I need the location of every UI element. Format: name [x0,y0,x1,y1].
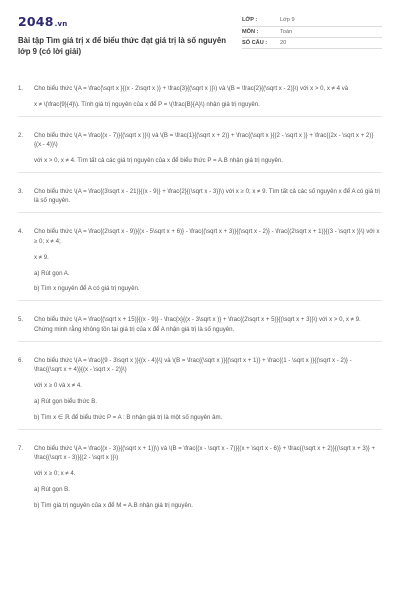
question-item [18,315,382,334]
question-divider [18,300,382,301]
question-item [18,131,382,166]
question-item [18,227,382,294]
question-divider [18,212,382,213]
question-text: Cho biểu thức \(A = \frac{(\sqrt x + 15)}{(x - 9)} - \frac{x}{(x - 3\sqrt x )} + \frac{(2\sqrt x + 5)}{(\sqrt x + 3)}\) với x > 0, x ≠ 9. Chứng minh rằng không tồn tại giá trị của x để A nhận giá trị là số nguyên. [34,316,361,333]
question-text: Cho biểu thức \(A = \frac{(3\sqrt x - 21)}{(x - 9)} + \frac{2}{(\sqrt x - 3)}\) với x ≥ 0; x ≠ 9. Tìm tất cả các số nguyên x để A có giá trị là số nguyên. [34,188,380,205]
question-text: x ≠ 9. [34,253,49,261]
meta-value: 20 [280,37,382,48]
question-number: 5. [18,316,24,324]
question-text: với x > 0, x ≠ 4. Tìm tất cả các giá trị nguyên của x để biểu thức P = A.B nhận giá trị nguyên. [34,157,283,165]
question-divider [18,429,382,430]
question-part-a: a) Rút gọn B. [34,485,70,493]
question-text: x ≠ \(\frac{9}{4}\). Tính giá trị nguyên của x để P = \(\frac{B}{A}\) nhận giá trị nguyên. [34,100,260,108]
question-number: 4. [18,228,24,236]
question-item [18,444,382,511]
question-divider [18,116,382,117]
logo-main-text: 2048 [18,14,54,29]
question-body [34,356,380,423]
brand-block [18,14,233,57]
question-part-b: b) Tìm giá trị nguyên của x để M = A.B nhận giá trị nguyên. [34,501,193,509]
question-body [34,84,380,109]
question-body [34,315,380,334]
meta-value: Lớp 9 [280,15,382,26]
question-list [18,84,382,510]
question-part-b: b) Tìm x nguyên để A có giá trị nguyên. [34,285,140,293]
question-number: 6. [18,356,24,364]
question-text: Cho biểu thức \(A = \frac{(x - 7)}{(\sqrt x )}\) và \(B = \frac{1}{(\sqrt x + 2)} + \frac{(\sqrt x }{(2 - \sqrt x )} + \frac{(2x - \sqrt x + 2)}{(x - 4)}\) [34,131,374,149]
question-text: với x ≥ 0; x ≠ 4. [34,470,76,478]
meta-row-class [242,15,382,26]
question-number: 3. [18,188,24,196]
meta-key: SỐ CÂU : [242,37,280,48]
meta-row-subject [242,26,382,37]
question-body [34,227,380,294]
question-text: với x ≥ 0 và x ≠ 4. [34,382,82,389]
meta-row-count [242,37,382,48]
question-text: Cho biểu thức \(A = \frac{(2\sqrt x - 9)}{(x - 5\sqrt x + 6)} - \frac{(\sqrt x + 3)}{(\sqrt x - 2)} - \frac{(2\sqrt x + 1)}{(3 - \sqrt x )}\) với x ≥ 0; x ≠ 4; [34,228,380,245]
question-number: 1. [18,85,24,92]
question-divider [18,172,382,173]
meta-table [242,15,382,49]
question-number: 7. [18,444,24,452]
site-logo[interactable] [18,14,233,29]
question-number: 2. [18,131,24,139]
question-divider [18,341,382,342]
document-header [18,14,382,70]
question-text: Cho biểu thức \(A = \frac{(x - 3)}{(\sqrt x + 1)}\) và \(B = \frac{(x - \sqrt x - 7)}{(x + \sqrt x - 6)} + \frac{(\sqrt x + 2)}{(\sqrt x + 3)} + \frac{(\sqrt x - 3)}{(2 - \sqrt x )}\) [34,444,376,462]
meta-key: LỚP : [242,15,280,26]
question-text: Cho biểu thức \(A = \frac{\sqrt x }{(x - 2\sqrt x )} + \frac{3}{(\sqrt x )}\) và \(B = \frac{2}{(\sqrt x - 2)}\) với x > 0, x ≠ 4 và [34,85,349,92]
question-text: Cho biểu thức \(A = \frac{(9 - 3\sqrt x )}{(x - 4)}\) và \(B = \frac{(\sqrt x )}{(\sqrt x + 1)} + \frac{(1 - \sqrt x )}{(\sqrt x - 2)} - \frac{(\sqrt x + 4)}{(x - \sqrt x - 2)}\) [34,356,352,374]
document-title: Bài tập Tìm giá trị x để biểu thức đạt giá trị là số nguyên lớp 9 (có lời giải) [18,36,226,56]
question-body [34,187,380,206]
question-item [18,187,382,206]
logo-suffix-text: .vn [54,20,68,28]
question-body [34,444,380,511]
question-part-a: a) Rút gọn A. [34,269,70,277]
question-part-a: a) Rút gọn biểu thức B. [34,397,98,405]
question-item [18,84,382,109]
question-item [18,356,382,423]
question-part-b: b) Tìm x ∈ ℝ để biểu thức P = A : B nhận giá trị là một số nguyên âm. [34,413,223,421]
question-body [34,131,380,166]
meta-value: Toán [280,26,382,37]
meta-key: MÔN : [242,26,280,37]
